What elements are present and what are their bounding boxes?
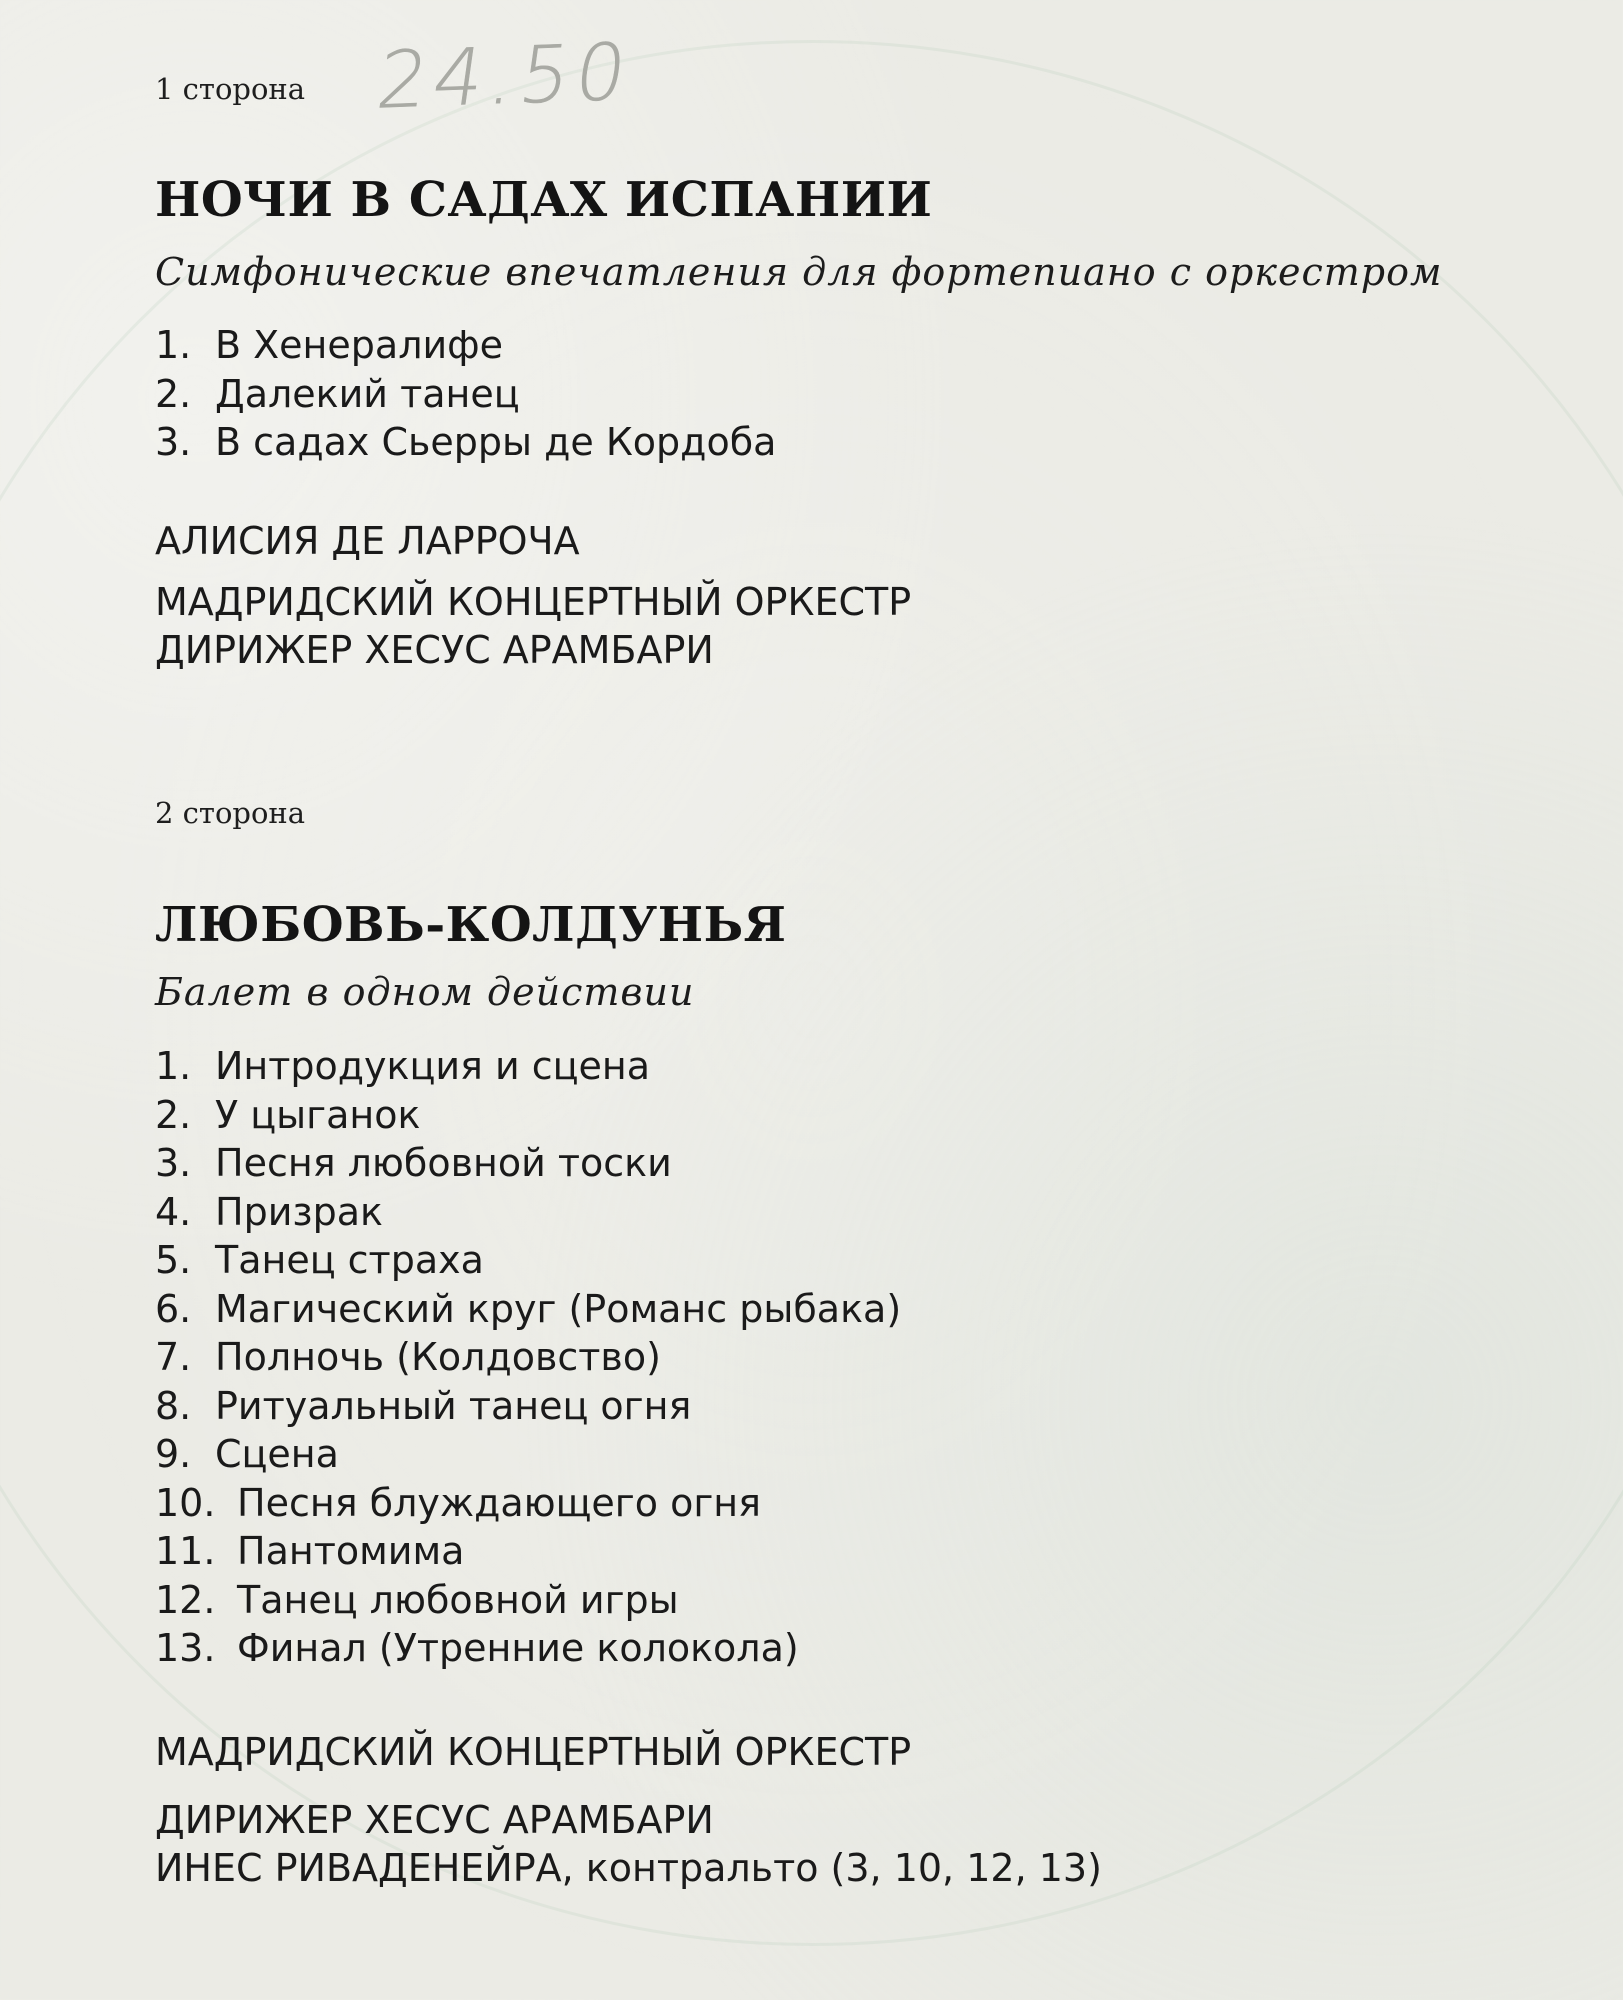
track-number: 1. bbox=[155, 323, 192, 367]
track-title: Призрак bbox=[215, 1189, 383, 1234]
handwritten-price: 24.50 bbox=[371, 27, 638, 127]
track-item bbox=[155, 1285, 901, 1334]
track-title: Песня любовной тоски bbox=[215, 1141, 672, 1185]
side-2-label: 2 сторона bbox=[155, 796, 306, 830]
side-1-work-subtitle: Симфонические впечатления для фортепиано с оркестром bbox=[155, 250, 1443, 294]
track-item bbox=[155, 1576, 901, 1625]
track-item bbox=[155, 1091, 901, 1140]
track-number: 4. bbox=[155, 1189, 192, 1234]
track-number: 5. bbox=[155, 1238, 192, 1282]
track-number: 12. bbox=[155, 1577, 216, 1622]
track-item bbox=[155, 321, 776, 370]
track-number: 1. bbox=[155, 1044, 192, 1088]
side-2-orchestra: МАДРИДСКИЙ КОНЦЕРТНЫЙ ОРКЕСТР bbox=[155, 1730, 912, 1774]
track-number: 13. bbox=[155, 1626, 216, 1670]
side-1-orchestra: МАДРИДСКИЙ КОНЦЕРТНЫЙ ОРКЕСТР bbox=[155, 580, 912, 624]
track-number: 2. bbox=[155, 371, 192, 416]
track-item bbox=[155, 1382, 901, 1431]
track-title: У цыганок bbox=[215, 1092, 421, 1137]
side-2-work-title: ЛЮБОВЬ-КОЛДУНЬЯ bbox=[155, 897, 787, 953]
track-number: 11. bbox=[155, 1529, 216, 1573]
track-title: Магический круг (Романс рыбака) bbox=[215, 1286, 902, 1331]
track-title: Танец страха bbox=[215, 1238, 484, 1282]
side-2-vocalist: ИНЕС РИВАДЕНЕЙРА, контральто (3, 10, 12, 13) bbox=[155, 1846, 1102, 1890]
track-number: 6. bbox=[155, 1286, 192, 1331]
track-title: Сцена bbox=[215, 1432, 339, 1476]
track-item bbox=[155, 1042, 901, 1091]
track-title: В садах Сьерры де Кордоба bbox=[215, 420, 777, 464]
track-item bbox=[155, 1333, 901, 1382]
track-number: 3. bbox=[155, 420, 192, 464]
side-1-work-title: НОЧИ В САДАХ ИСПАНИИ bbox=[155, 172, 933, 228]
track-number: 10. bbox=[155, 1480, 216, 1525]
side-1-label: 1 сторона bbox=[155, 72, 306, 106]
track-item bbox=[155, 1430, 901, 1479]
track-number: 8. bbox=[155, 1383, 192, 1428]
track-item bbox=[155, 1139, 901, 1188]
track-title: Песня блуждающего огня bbox=[237, 1480, 762, 1525]
track-item bbox=[155, 418, 776, 467]
track-title: Полночь (Колдовство) bbox=[215, 1335, 661, 1379]
track-item bbox=[155, 1527, 901, 1576]
track-number: 9. bbox=[155, 1432, 192, 1476]
side-1-track-list bbox=[155, 321, 776, 467]
side-1-soloist: АЛИСИЯ ДЕ ЛАРРОЧА bbox=[155, 519, 580, 563]
track-item bbox=[155, 1236, 901, 1285]
track-item bbox=[155, 1624, 901, 1673]
side-2-work-subtitle: Балет в одном действии bbox=[155, 970, 695, 1014]
track-number: 3. bbox=[155, 1141, 192, 1185]
track-number: 7. bbox=[155, 1335, 192, 1379]
track-title: Далекий танец bbox=[215, 371, 520, 416]
track-number: 2. bbox=[155, 1092, 192, 1137]
side-2-conductor: ДИРИЖЕР ХЕСУС АРАМБАРИ bbox=[155, 1798, 714, 1842]
track-item bbox=[155, 1479, 901, 1528]
track-title: Интродукция и сцена bbox=[215, 1044, 651, 1088]
track-title: Пантомима bbox=[237, 1529, 465, 1573]
track-title: Танец любовной игры bbox=[237, 1577, 679, 1622]
track-title: Ритуальный танец огня bbox=[215, 1383, 692, 1428]
side-2-track-list bbox=[155, 1042, 901, 1673]
track-title: В Хенералифе bbox=[215, 323, 504, 367]
track-item bbox=[155, 370, 776, 419]
track-title: Финал (Утренние колокола) bbox=[237, 1626, 799, 1670]
track-item bbox=[155, 1188, 901, 1237]
side-1-conductor: ДИРИЖЕР ХЕСУС АРАМБАРИ bbox=[155, 628, 714, 672]
